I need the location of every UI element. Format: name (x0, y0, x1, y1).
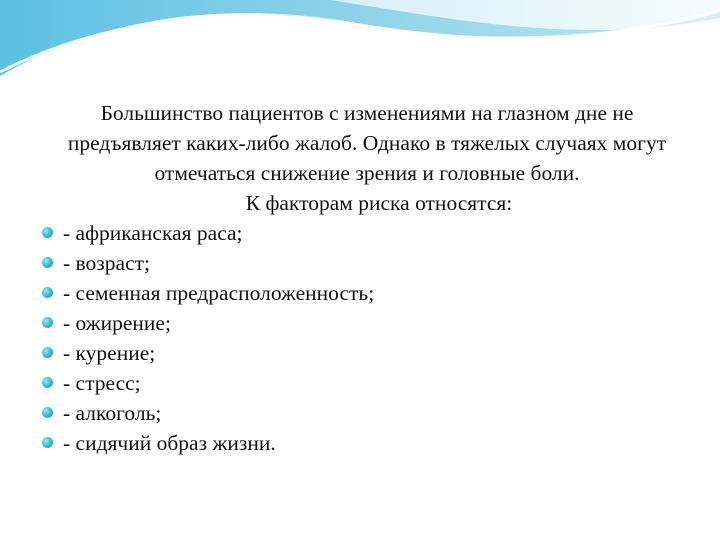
list-item-text: - стресс; (63, 371, 141, 395)
header-wave-decoration (0, 0, 720, 90)
list-item (42, 368, 692, 398)
list-item (42, 398, 692, 428)
bullet-icon (42, 287, 53, 298)
bullet-icon (42, 227, 53, 238)
intro-paragraph: Большинство пациентов с изменениями на глазном дне не предъявляет каких-либо жалоб. Однако в тяжелых случаях могут отмечаться снижение зрения и головные боли. (67, 101, 667, 185)
list-item (42, 278, 692, 308)
list-item-text: - ожирение; (63, 311, 171, 335)
list-item-text: - семенная предрасположенность; (63, 281, 375, 305)
list-item (42, 428, 692, 458)
list-item-text: - алкоголь; (63, 401, 162, 425)
bullet-icon (42, 437, 53, 448)
bullet-icon (42, 347, 53, 358)
bullet-icon (42, 377, 53, 388)
list-item-text: - возраст; (63, 251, 150, 275)
list-item (42, 218, 692, 248)
bullet-icon (42, 407, 53, 418)
list-item-text: - африканская раса; (63, 221, 243, 245)
risk-factors-list (42, 218, 692, 458)
list-item (42, 248, 692, 278)
list-item-text: - курение; (63, 341, 156, 365)
bullet-icon (42, 257, 53, 268)
list-item (42, 338, 692, 368)
slide-body (42, 98, 692, 458)
list-item-text: - сидячий образ жизни. (63, 431, 276, 455)
list-item (42, 308, 692, 338)
risk-factors-heading: К факторам риска относятся: (245, 191, 513, 215)
bullet-icon (42, 317, 53, 328)
